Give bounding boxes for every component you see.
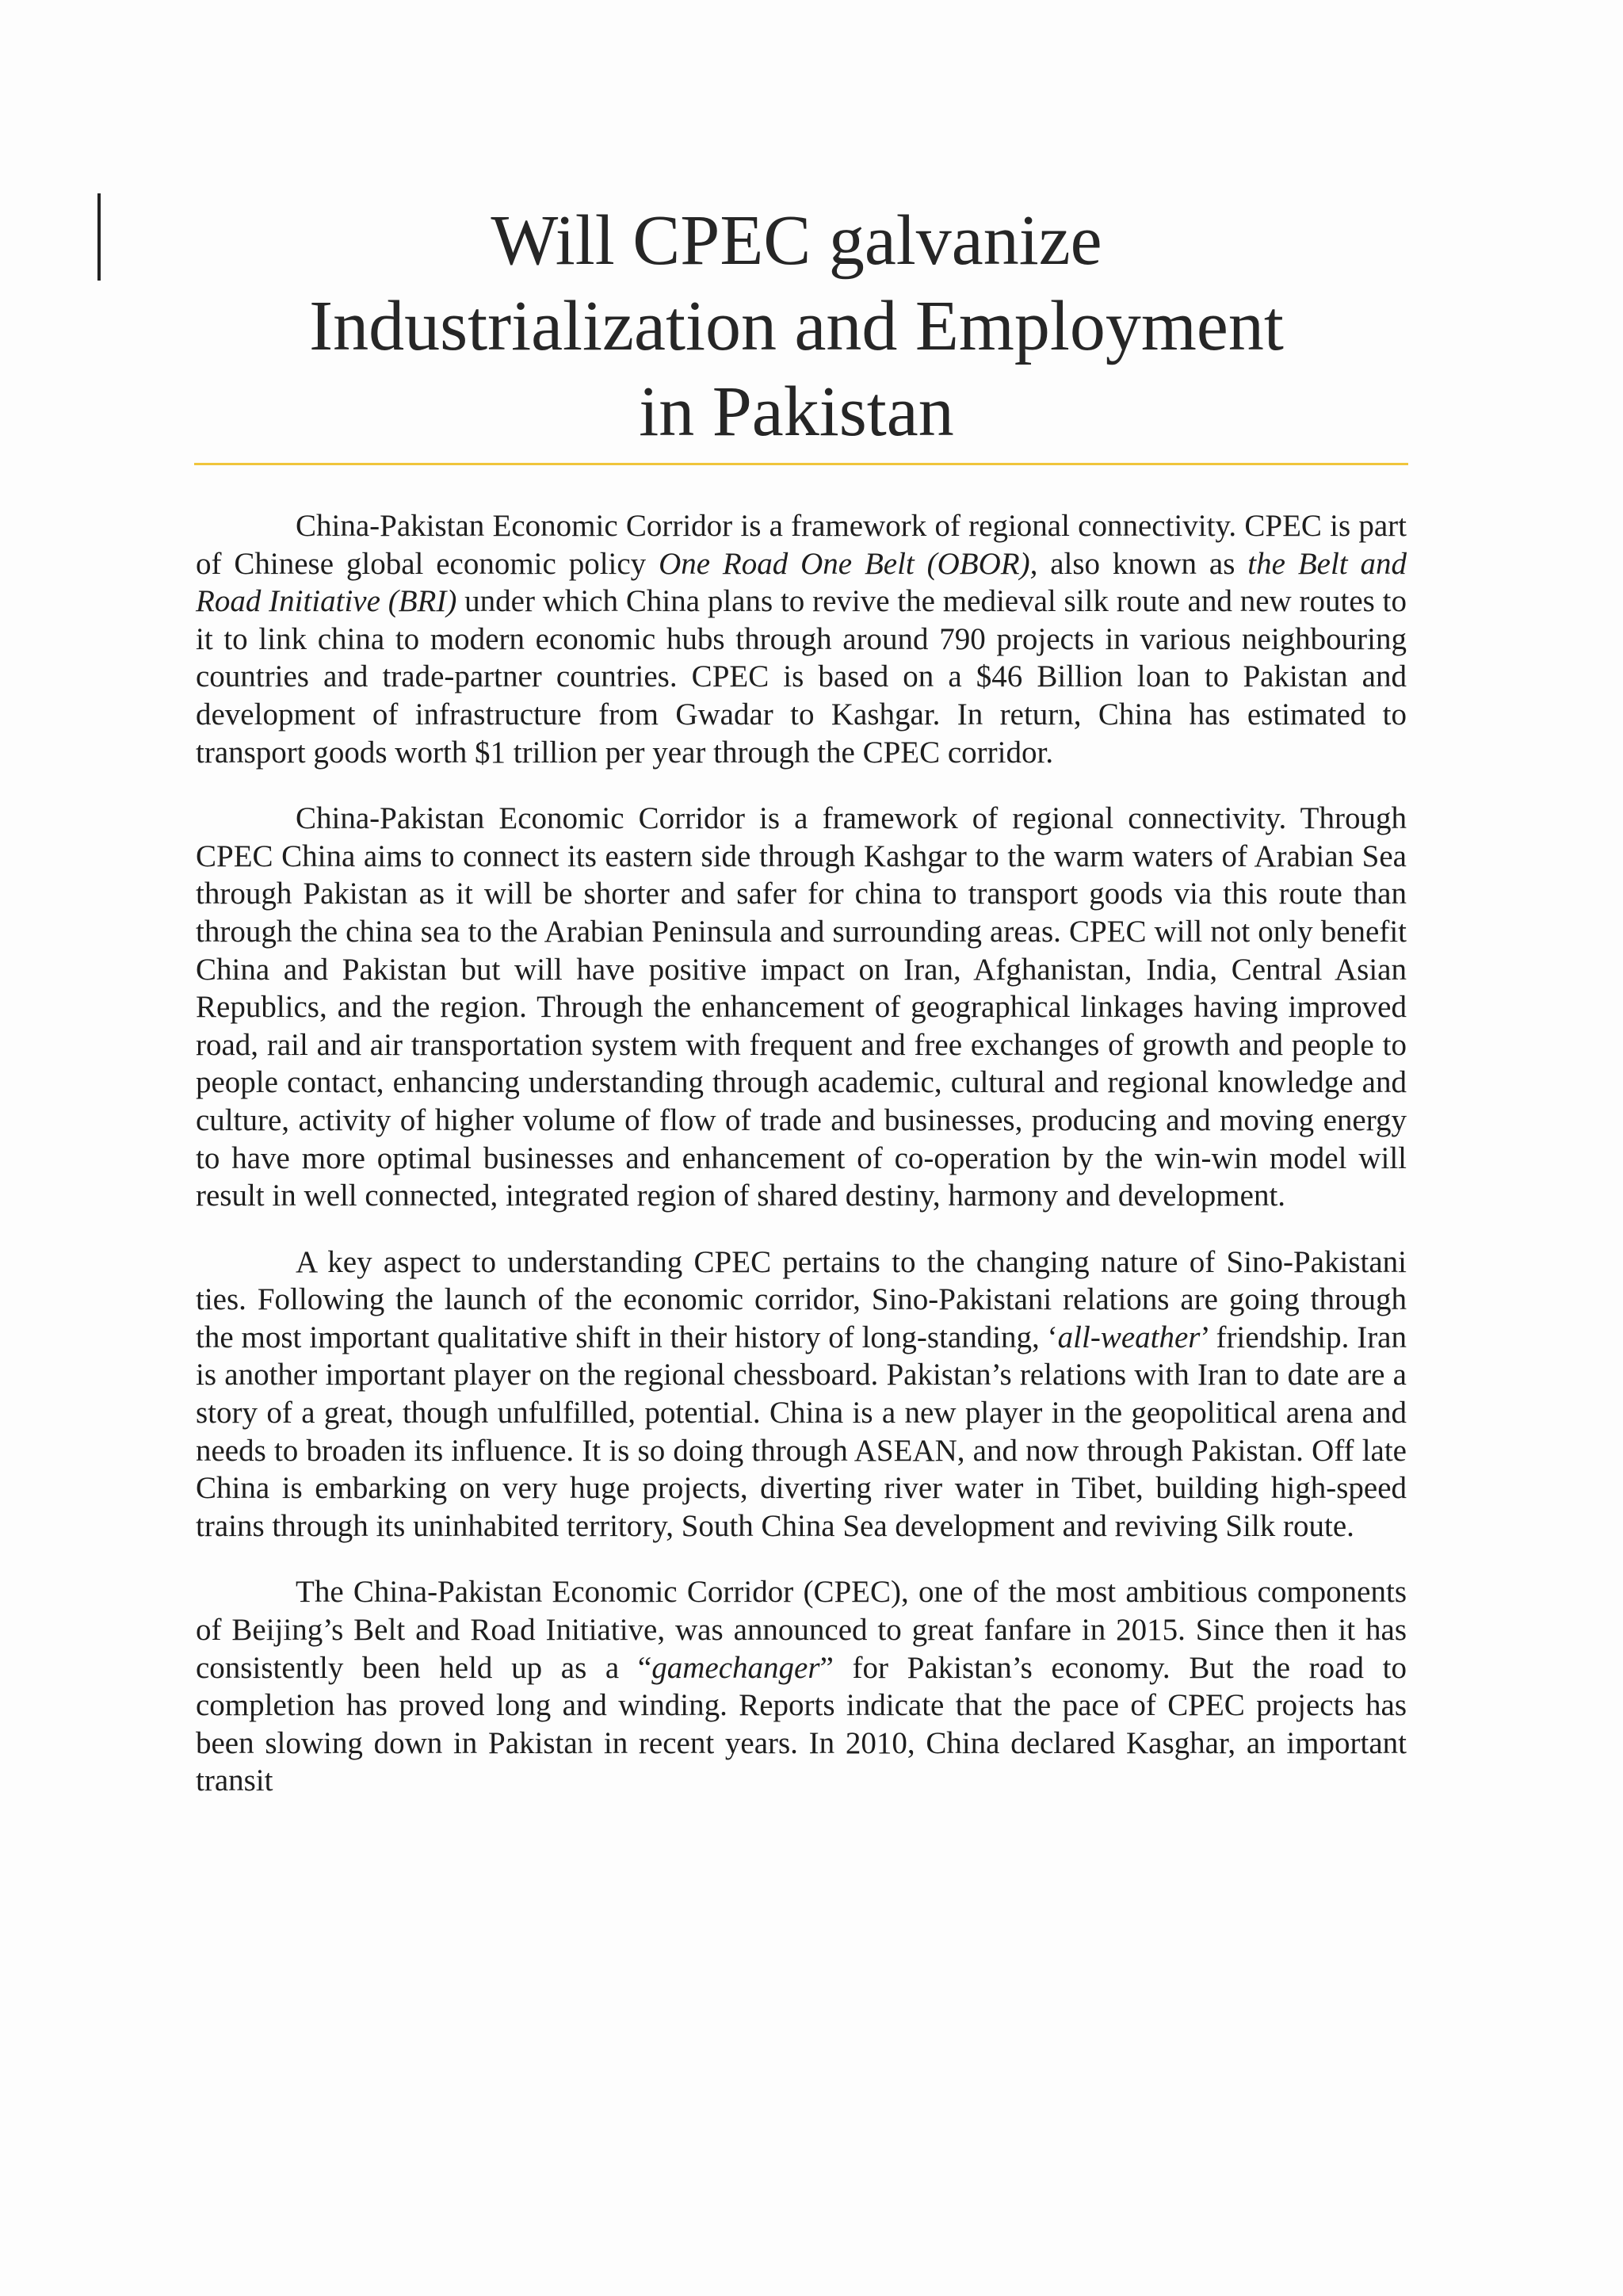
paragraph-2: China-Pakistan Economic Corridor is a framework of regional connectivity. Through CPEC China aims to connect its eastern side through Kashgar to the warm waters of Arabian Sea through Pakistan as it will be shorter and safer for china to transport goods via this route than through the china sea to the Arabian Peninsula and surrounding areas. CPEC will not only benefit China and Pakistan but will have positive impact on Iran, Afghanistan, India, Central Asian Republics, and the region. Through the enhancement of geographical linkages having improved road, rail and air transportation system with frequent and free exchanges of growth and people to people contact, enhancing understanding through academic, cultural and regional knowledge and culture, activity of higher volume of flow of trade and businesses, producing and moving energy to have more optimal businesses and enhancement of co-operation by the win-win model will result in well connected, integrated region of shared destiny, harmony and development. (196, 801, 1407, 1213)
paragraph-1-text-c: also known as (1037, 546, 1248, 581)
paragraph-1-text-a: China-Pakistan Economic Corridor is a framework of regional connectivity. CPEC is part of Chinese global economic policy (196, 509, 1407, 581)
paragraph-1-italic-bri: the Belt and Road Initiative (BRI) (196, 546, 1407, 619)
paragraph-1-text-e: under which China plans to revive the medieval silk route and new routes to it to link china to modern economic hubs through around 790 projects in various neighbouring countries and trade-partner countries. CPEC is based on a $46 Billion loan to Pakistan and development of infrastructure from Gwadar to Kashgar. In return, China has estimated to transport goods worth $1 trillion per year through the CPEC corridor. (196, 584, 1407, 770)
article-body (196, 507, 1407, 1828)
title-line-1: Will CPEC galvanize (491, 201, 1102, 280)
paragraph-4-text-a: The China-Pakistan Economic Corridor (CPEC), one of the most ambitious components of Beijing’s Belt and Road Initiative, was announced to great fanfare in 2015. Since then it has consistently been held up as a “ (196, 1575, 1407, 1685)
paragraph-3 (196, 1244, 1407, 1545)
page-title (182, 198, 1411, 455)
change-bar (97, 193, 101, 281)
paragraph-4-italic: gamechanger (651, 1650, 820, 1685)
paragraph-4-text-c: ” for Pakistan’s economy. But the road to completion has proved long and winding. Reports indicate that the pace of CPEC projects has been slowing down in Pakistan in recent years. In 2010, China declared Kasghar, an important transit (196, 1650, 1407, 1798)
title-divider (194, 463, 1408, 465)
paragraph-3-text-a: A key aspect to understanding CPEC pertains to the changing nature of Sino-Pakistani ties. Following the launch of the economic corridor, Sino-Pakistani relations are going through the most important qualitative shift in their history of long-standing, ‘ (196, 1244, 1407, 1354)
paragraph-1 (196, 507, 1407, 771)
title-line-3: in Pakistan (639, 372, 954, 451)
paragraph-3-text-c: ’ friendship. Iran is another important player on the regional chessboard. Pakistan’s relations with Iran to date are a story of a great, though unfulfilled, potential. China is a new player in the geopolitical arena and needs to broaden its influence. It is so doing through ASEAN, and now through Pakistan. Off late China is embarking on very huge projects, diverting river water in Tibet, building high-speed trains through its uninhabited territory, South China Sea development and reviving Silk route. (196, 1320, 1407, 1543)
title-line-2: Industrialization and Employment (309, 287, 1284, 365)
paragraph-4 (196, 1573, 1407, 1800)
paragraph-1-italic-obor: One Road One Belt (OBOR), (659, 546, 1038, 581)
paragraph-3-italic: all-weather (1057, 1320, 1201, 1354)
